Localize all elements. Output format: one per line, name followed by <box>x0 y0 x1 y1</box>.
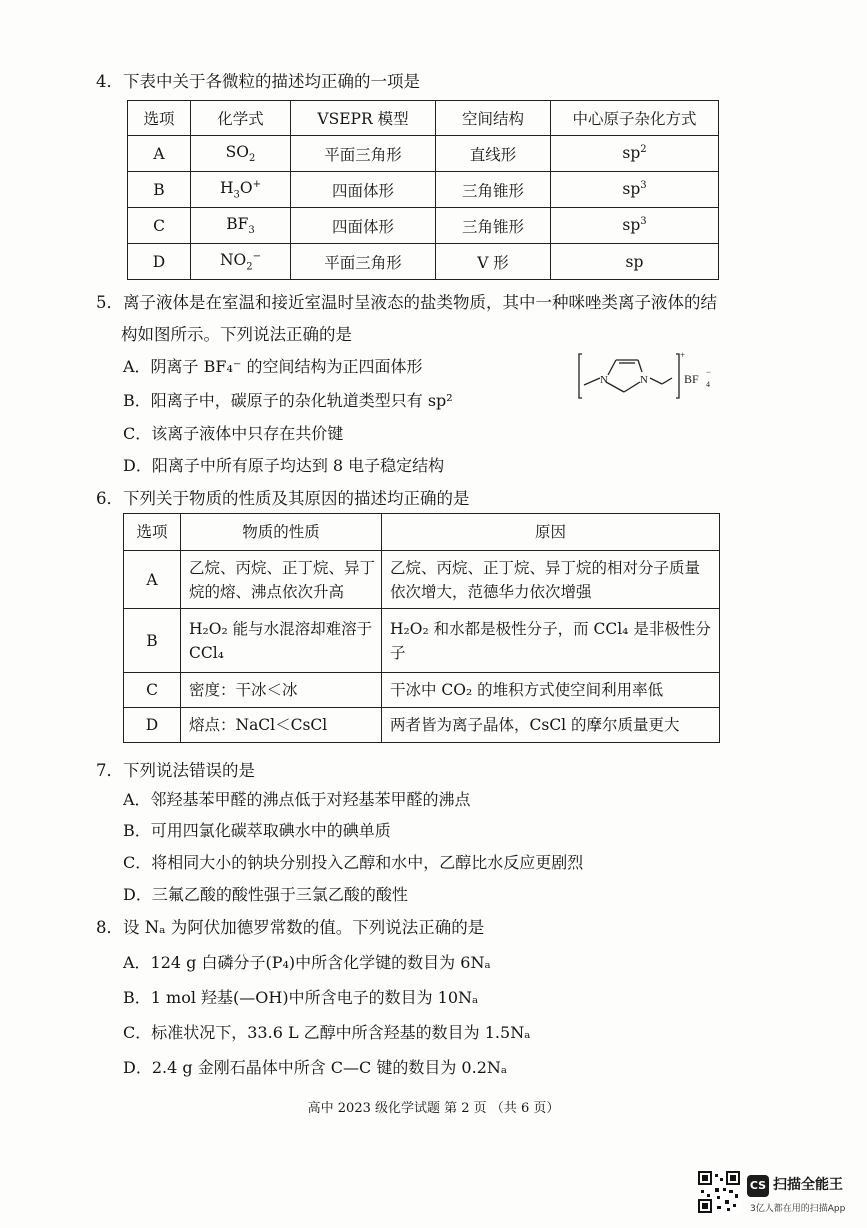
q8-option-d: D．2.4 g 金刚石晶体中所含 C—C 键的数目为 0.2Nₐ <box>123 1058 508 1077</box>
q5-option-b: B．阳离子中，碳原子的杂化轨道类型只有 sp² <box>123 391 453 410</box>
q4-formula: $BF_3$ <box>191 208 291 244</box>
q6-property: H₂O₂ 能与水混溶却难溶于 CCl₄ <box>181 609 382 673</box>
q7-stem: 7．下列说法错误的是 <box>96 761 255 780</box>
q6-property: 熔点：NaCl＜CsCl <box>181 708 382 743</box>
svg-text:4: 4 <box>706 380 710 389</box>
q6-opt: D <box>124 708 181 743</box>
table-row <box>124 609 720 673</box>
table-row <box>124 708 720 743</box>
q4-stem: 4．下表中关于各微粒的描述均正确的一项是 <box>96 72 420 91</box>
q7-option-a: A．邻羟基苯甲醛的沸点低于对羟基苯甲醛的沸点 <box>123 790 471 809</box>
q4-shape: V 形 <box>436 244 551 280</box>
q4-formula: $H_3O^+$ <box>191 172 291 208</box>
q4-model: 平面三角形 <box>291 244 436 280</box>
qr-code-icon <box>697 1170 741 1214</box>
q8-option-a: A．124 g 白磷分子(P₄)中所含化学键的数目为 6Nₐ <box>123 953 491 972</box>
imidazolium-structure-diagram <box>578 348 718 404</box>
q6-reason: 乙烷、丙烷、正丁烷、异丁烷的相对分子质量依次增大，范德华力依次增强 <box>382 551 720 609</box>
page-footer: 高中 2023 级化学试题 第 2 页 （共 6 页） <box>307 1101 560 1116</box>
left-bracket <box>579 354 582 398</box>
q4-opt: D <box>128 244 191 280</box>
q6-opt: B <box>124 609 181 673</box>
q6-header: 选项 <box>124 514 181 551</box>
q5-option-c: C．该离子液体中只存在共价键 <box>123 424 344 443</box>
q4-formula: $NO_2^-$ <box>191 244 291 280</box>
q4-table <box>127 100 719 280</box>
watermark-subtitle: 3亿人都在用的扫描App <box>750 1204 846 1214</box>
q4-opt: B <box>128 172 191 208</box>
right-bracket <box>676 354 679 398</box>
q6-property: 乙烷、丙烷、正丁烷、异丁烷的熔、沸点依次升高 <box>181 551 382 609</box>
q4-model: 四面体形 <box>291 208 436 244</box>
q5-stem-line2: 构如图所示。下列说法正确的是 <box>121 325 352 344</box>
watermark-title: 扫描全能王 <box>773 1177 843 1193</box>
table-row <box>128 136 719 172</box>
svg-text:N: N <box>640 374 648 386</box>
q4-hyb: $sp^2$ <box>551 136 719 172</box>
q4-header: 化学式 <box>191 101 291 136</box>
table-row <box>128 208 719 244</box>
q6-reason: 干冰中 CO₂ 的堆积方式使空间利用率低 <box>382 673 720 708</box>
table-row <box>128 172 719 208</box>
q4-hyb: $sp^3$ <box>551 172 719 208</box>
camscanner-logo-icon: CS <box>747 1175 769 1197</box>
q5-stem-line1: 5．离子液体是在室温和接近室温时呈液态的盐类物质，其中一种咪唑类离子液体的结 <box>96 293 717 312</box>
q4-model: 四面体形 <box>291 172 436 208</box>
q6-stem: 6．下列关于物质的性质及其原因的描述均正确的是 <box>96 489 470 508</box>
q6-opt: A <box>124 551 181 609</box>
q4-shape: 直线形 <box>436 136 551 172</box>
q6-header: 原因 <box>382 514 720 551</box>
q6-header: 物质的性质 <box>181 514 382 551</box>
q7-option-c: C．将相同大小的钠块分别投入乙醇和水中，乙醇比水反应更剧烈 <box>123 853 584 872</box>
q6-reason: H₂O₂ 和水都是极性分子，而 CCl₄ 是非极性分子 <box>382 609 720 673</box>
q4-header: 中心原子杂化方式 <box>551 101 719 136</box>
q4-formula: $SO_2$ <box>191 136 291 172</box>
q4-model: 平面三角形 <box>291 136 436 172</box>
q4-opt: C <box>128 208 191 244</box>
q6-opt: C <box>124 673 181 708</box>
q4-header: 选项 <box>128 101 191 136</box>
q8-stem: 8．设 Nₐ 为阿伏加德罗常数的值。下列说法正确的是 <box>96 918 485 937</box>
svg-text:+: + <box>680 350 686 360</box>
svg-text:N: N <box>600 374 608 386</box>
q4-hyb: sp <box>551 244 719 280</box>
table-row <box>124 551 720 609</box>
q6-reason: 两者皆为离子晶体，CsCl 的摩尔质量更大 <box>382 708 720 743</box>
q4-header: VSEPR 模型 <box>291 101 436 136</box>
q5-option-d: D．阳离子中所有原子均达到 8 电子稳定结构 <box>123 456 445 475</box>
svg-text:−: − <box>706 367 712 377</box>
q6-table <box>123 513 720 743</box>
q4-shape: 三角锥形 <box>436 172 551 208</box>
q7-option-b: B．可用四氯化碳萃取碘水中的碘单质 <box>123 821 391 840</box>
q4-hyb: $sp^3$ <box>551 208 719 244</box>
q8-option-b: B．1 mol 羟基(—OH)中所含电子的数目为 10Nₐ <box>123 988 479 1007</box>
q4-opt: A <box>128 136 191 172</box>
table-row <box>128 244 719 280</box>
q8-option-c: C．标准状况下，33.6 L 乙醇中所含羟基的数目为 1.5Nₐ <box>123 1023 531 1042</box>
anion-label: BF <box>684 372 699 386</box>
q7-option-d: D．三氟乙酸的酸性强于三氯乙酸的酸性 <box>123 885 408 904</box>
q5-option-a: A．阴离子 BF₄⁻ 的空间结构为正四面体形 <box>123 357 423 376</box>
q4-shape: 三角锥形 <box>436 208 551 244</box>
q4-header: 空间结构 <box>436 101 551 136</box>
table-row <box>124 673 720 708</box>
q6-property: 密度：干冰＜冰 <box>181 673 382 708</box>
